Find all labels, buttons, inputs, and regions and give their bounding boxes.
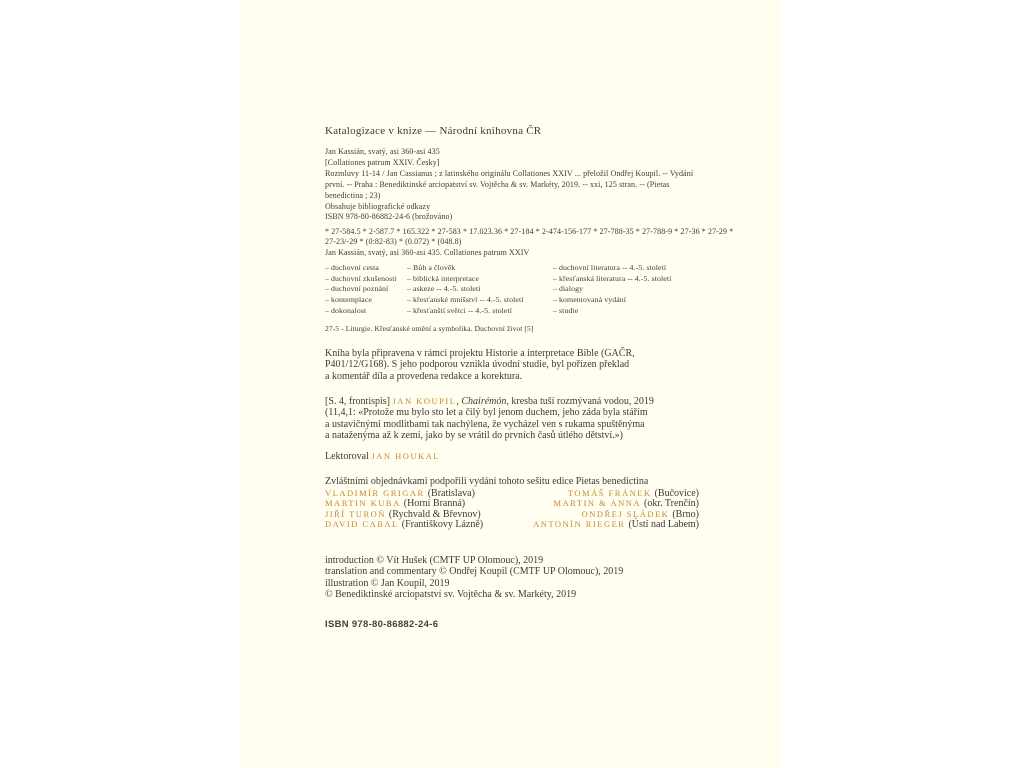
supporter-row [325, 509, 699, 519]
subject-term: – křesťanská literatura -- 4.-5. století [553, 273, 672, 283]
copyright-block [325, 555, 739, 601]
classification-line: * 27-584.5 * 2-587.7 * 165.322 * 27-583 * 17.023.36 * 27-184 * 2-474-156-177 * 27-788-35 * 27-788-9 * 27-36 * 27-29 * [325, 227, 734, 236]
frontispiece-quote-line: (11,4,1: «Protože mu bylo sto let a čilý byl jenom duchem, jeho záda byla stářím [325, 407, 648, 419]
cip-line: Obsahuje bibliografické odkazy [325, 202, 431, 211]
frontispiece-artist-name: JAN KOUPIL [392, 396, 457, 406]
subject-term: – studie [553, 305, 579, 315]
subject-term: – kontemplace [325, 295, 372, 305]
supporter-entry [325, 498, 465, 508]
supporter-name: ANTONÍN RIEGER [533, 519, 626, 530]
grant-note-line: P401/12/G168). S jeho podporou vznikla úvodní studie, byl pořízen překlad [325, 359, 630, 371]
supporter-row [325, 488, 699, 498]
supporter-entry [568, 488, 699, 498]
frontispiece-quote-line: a nataženýma až k zemi, jako by se vrátil do prvních časů útlého dětství.») [325, 430, 623, 442]
subject-term: – duchovní poznání [325, 284, 389, 294]
subject-headings [325, 263, 739, 317]
frontispiece-note [325, 396, 739, 442]
proofreader-name: JAN HOUKAL [371, 451, 440, 461]
frontispiece-quote-line: a ustavičnými modlitbami tak nachýlena, že vycházel ven s rukama spuštěnýma [325, 418, 645, 430]
supporter-name: JIŘÍ TUROŇ [325, 508, 386, 519]
supporter-location: (Bratislava) [427, 488, 475, 499]
grant-note [325, 348, 739, 382]
subject-term: – křesťanští světci -- 4.-5. století [407, 305, 513, 315]
supporter-name: VLADIMÍR GRIGAR [325, 488, 425, 498]
supporter-location: (Ústí nad Labem) [628, 519, 699, 531]
classification-codes [325, 227, 739, 258]
supporter-entry [325, 519, 483, 529]
book-page [240, 0, 781, 768]
cip-record [325, 146, 739, 212]
frontispiece-page-ref: [S. 4, frontispis] [325, 396, 393, 407]
frontispiece-technique: , kresba tuší rozmývaná vodou, 2019 [506, 396, 654, 407]
supporter-name: MARTIN KUBA [325, 498, 401, 509]
supporter-row [325, 498, 699, 508]
subject-term: – dokonalost [325, 305, 367, 315]
classification-note: 27-5 - Liturgie. Křesťanské umění a symbolika. Duchovní život [5] [325, 324, 534, 333]
supporter-name: MARTIN & ANNA [553, 498, 641, 509]
cip-line: [Collationes patrum XXIV. Česky] [325, 158, 440, 167]
subject-term: – askeze -- 4.-5. století [407, 284, 481, 294]
copyright-line: illustration © Jan Koupil, 2019 [325, 577, 450, 589]
frontispiece-credit-line [325, 396, 739, 407]
subject-term: – duchovní cesta [325, 263, 379, 272]
cip-line: Rozmluvy 11-14 / Jan Cassianus ; z latinského originálu Collationes XXIV ... přeložil Ondřej Koupil. -- Vydání [325, 169, 694, 178]
grant-note-line: Kniha byla připravena v rámci projektu Historie a interpretace Bible (GAČR, [325, 348, 635, 359]
supporter-location: (Horní Branná) [403, 498, 466, 510]
copyright-line: translation and commentary © Ondřej Koupil (CMTF UP Olomouc), 2019 [325, 566, 624, 578]
subject-term: – dialogy [553, 284, 584, 294]
subject-term: – křesťanské mnišství -- 4.-5. století [407, 295, 524, 305]
cip-line: benedictina ; 23) [325, 191, 381, 200]
isbn-footer: ISBN 978-80-86882-24-6 [325, 619, 439, 630]
isbn-paperback: ISBN 978-80-86882-24-6 (brožováno) [325, 212, 453, 221]
supporter-entry [325, 509, 481, 519]
subject-term: – duchovní literatura -- 4.-5. století [553, 263, 667, 272]
frontispiece-artwork-title: Chairémón [461, 396, 507, 407]
supporter-name: TOMÁŠ FRÁNEK [567, 488, 652, 498]
supporter-row [325, 519, 699, 529]
supporter-entry [325, 488, 475, 498]
cip-heading: Katalogizace v knize — Národní knihovna ČR [325, 125, 542, 137]
supporter-location: (Brno) [672, 508, 699, 520]
supporter-name: DAVID CABAL [325, 519, 399, 530]
copyright-line: © Benediktinské arciopatství sv. Vojtěcha & sv. Markéty, 2019 [325, 589, 577, 601]
proofreader-line [325, 451, 739, 462]
subject-term: – Bůh a člověk [407, 263, 456, 272]
grant-note-line: a komentář díla a provedena redakce a korektura. [325, 370, 523, 382]
supporter-entry [533, 519, 699, 529]
supporter-location: (Bučovice) [654, 488, 699, 499]
cip-line: Jan Kassián, svatý, asi 360-asi 435 [325, 147, 440, 156]
supporters-intro: Zvláštními objednávkami podpořili vydání tohoto sešitu edice Pietas benedictina [325, 476, 649, 487]
subject-term: – komentovaná vydání [553, 295, 627, 305]
subject-term: – biblická interpretace [407, 273, 480, 283]
supporter-entry [582, 509, 699, 519]
supporter-location: (Františkovy Lázně) [401, 519, 484, 531]
supporters-list [325, 488, 699, 530]
supporter-location: (okr. Trenčín) [644, 498, 699, 510]
cip-line: první. -- Praha : Benediktinské arciopatství sv. Vojtěcha & sv. Markéty, 2019. -- xxi, 125 stran. -- (Pietas [325, 180, 670, 189]
supporter-name: ONDŘEJ SLÁDEK [581, 508, 670, 519]
supporter-location: (Rychvald & Břevnov) [388, 508, 481, 520]
copyright-line: introduction © Vít Hušek (CMTF UP Olomouc), 2019 [325, 555, 544, 566]
classification-line: 27-23/-29 * (0:82-83) * (0.072) * (048.8) [325, 237, 462, 247]
proofreader-label: Lektoroval [325, 451, 372, 462]
classification-line: Jan Kassián, svatý, asi 360-asi 435. Collationes patrum XXIV [325, 247, 530, 257]
frontispiece-separator: , [456, 396, 462, 407]
subject-term: – duchovní zkušenosti [325, 273, 397, 283]
supporter-entry [554, 498, 699, 508]
